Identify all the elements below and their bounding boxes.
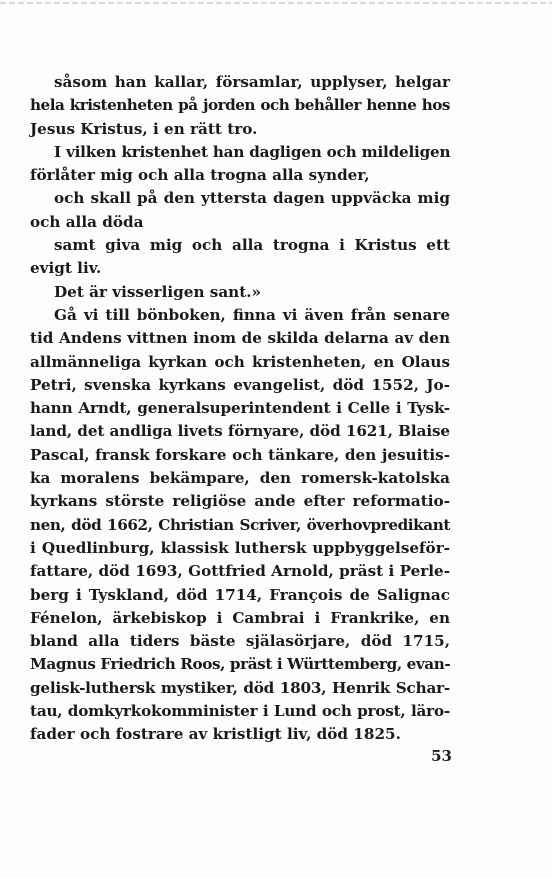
text-line: tid Andens vittnen inom de skilda delarna av den — [30, 329, 450, 348]
text-line: ka moralens bekämpare, den romersk-katolska — [30, 469, 450, 488]
text-line: allmänneliga kyrkan och kristenheten, en Olaus — [30, 352, 450, 371]
text-line: Magnus Friedrich Roos, präst i Württemberg, evan- — [30, 655, 451, 674]
text-line: Petri, svenska kyrkans evangelist, död 1552, Jo- — [30, 375, 450, 394]
text-line: och skall på den yttersta dagen uppväcka mig — [54, 189, 450, 208]
text-line: fattare, död 1693, Gottfried Arnold, präst i Perle- — [30, 562, 450, 581]
text-line: i Quedlinburg, klassisk luthersk uppbyggelseför- — [30, 538, 450, 557]
text-line: hann Arndt, generalsuperintendent i Celle i Tysk- — [30, 399, 450, 418]
text-line: Jesus Kristus, i en rätt tro. — [30, 119, 258, 138]
text-line: land, det andliga livets förnyare, död 1621, Blaise — [30, 422, 450, 441]
text-line: förlåter mig och alla trogna alla synder, — [30, 166, 370, 185]
page-number: 53 — [431, 747, 452, 765]
text-line: Fénelon, ärkebiskop i Cambrai i Frankrike, en — [30, 608, 450, 627]
text-line: berg i Tyskland, död 1714, François de Salignac — [30, 585, 450, 604]
text-line: kyrkans störste religiöse ande efter reformatio- — [30, 492, 450, 511]
text-line: Gå vi till bönboken, finna vi även från senare — [54, 305, 450, 324]
text-line: tau, domkyrkokomminister i Lund och prost, läro- — [30, 702, 450, 721]
text-line: såsom han kallar, församlar, upplyser, helgar — [54, 73, 450, 91]
text-line: nen, död 1662, Christian Scriver, överhovpredikant — [30, 515, 450, 534]
text-line: Pascal, fransk forskare och tänkare, den jesuitis- — [30, 445, 450, 464]
text-line: Det är visserligen sant.» — [54, 282, 262, 301]
text-line: fader och fostrare av kristligt liv, död 1825. — [30, 725, 401, 744]
text-line: gelisk-luthersk mystiker, död 1803, Henrik Schar- — [30, 678, 450, 697]
text-line: och alla döda — [30, 212, 144, 231]
page-top-edge — [0, 2, 552, 4]
body-text — [30, 71, 450, 747]
text-line: hela kristenheten på jorden och behåller henne hos — [30, 96, 450, 115]
text-line: evigt liv. — [30, 259, 102, 278]
text-line: bland alla tiders bäste själasörjare, död 1715, — [30, 632, 450, 651]
text-line: samt giva mig och alla trogna i Kristus ett — [54, 236, 450, 255]
text-line: I vilken kristenhet han dagligen och mildeligen — [54, 142, 451, 161]
